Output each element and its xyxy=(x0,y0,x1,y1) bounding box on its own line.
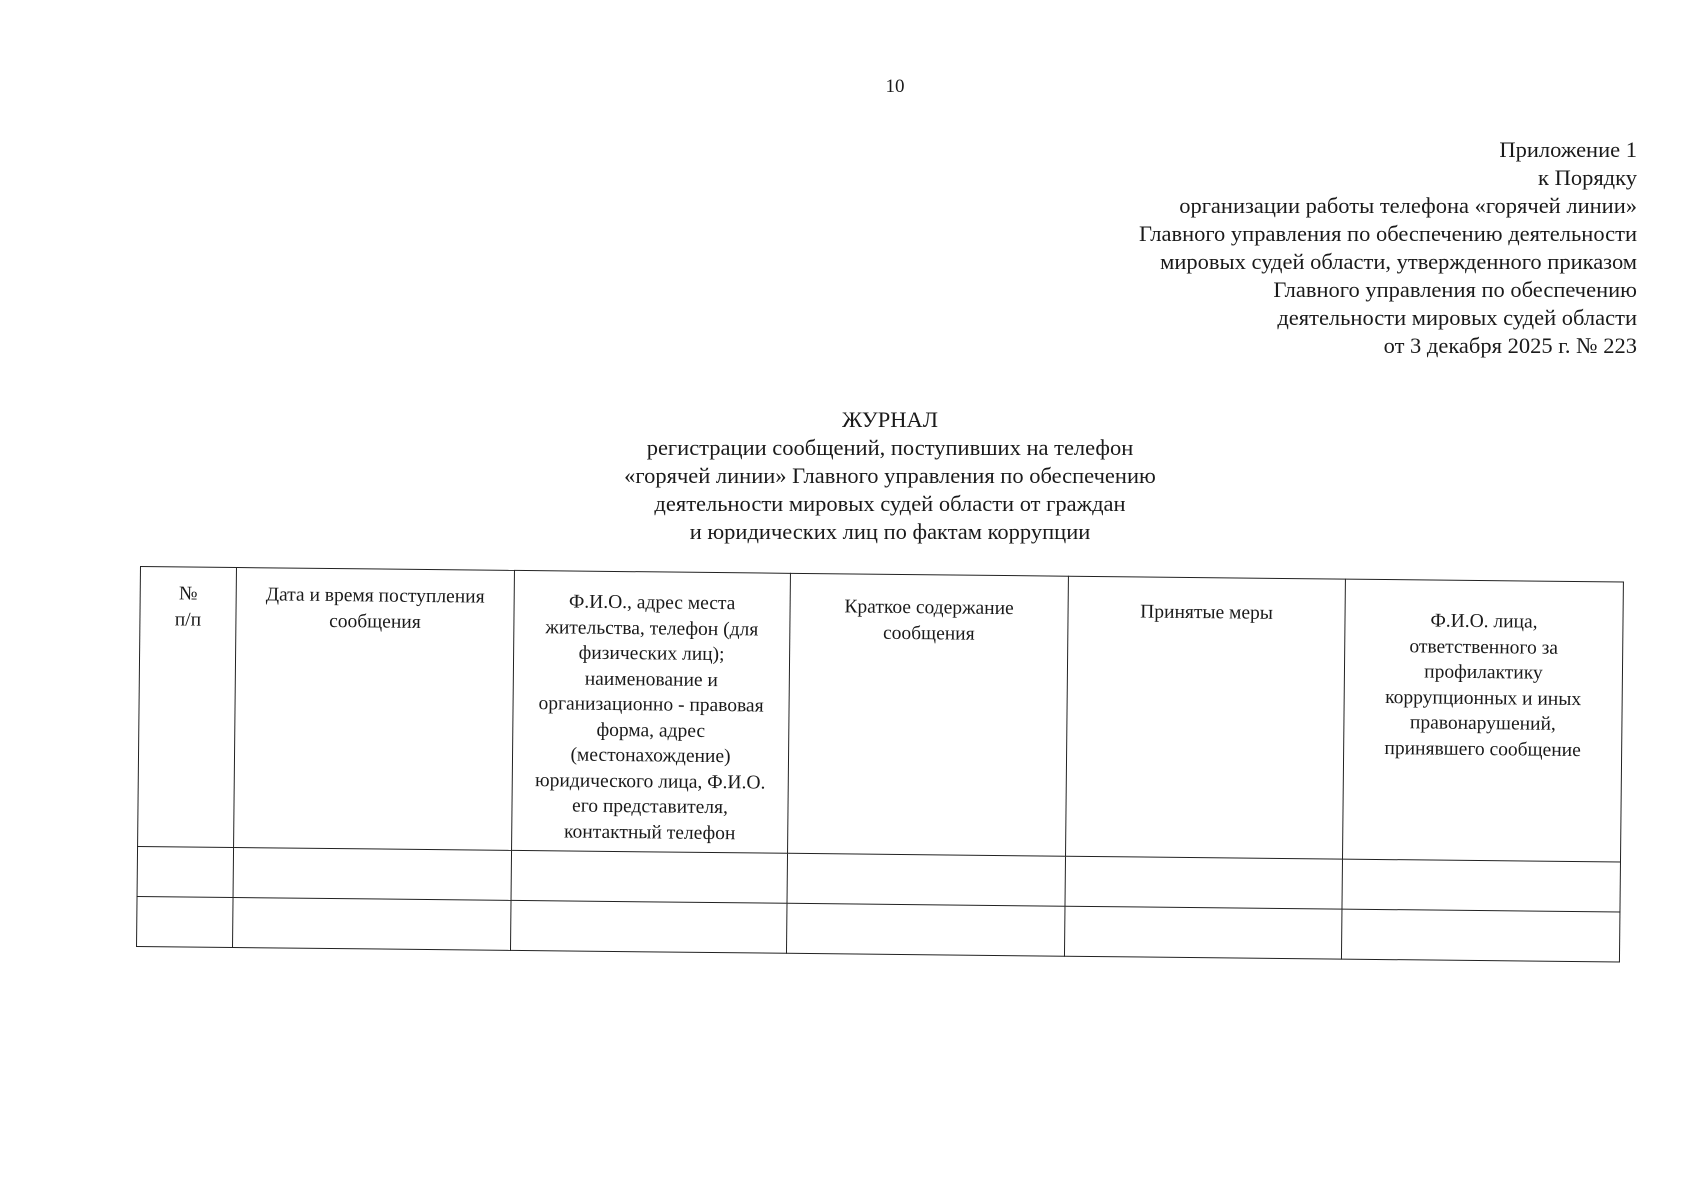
journal-subtitle-line: регистрации сообщений, поступивших на телефон xyxy=(646,435,1134,460)
col-header-datetime: Дата и время поступления сообщения xyxy=(234,568,515,851)
col-header-number: № п/п xyxy=(138,567,237,848)
appendix-line: к Порядку xyxy=(1538,165,1637,190)
journal-title xyxy=(0,406,1695,546)
journal-subtitle-line: деятельности мировых судей области от граждан xyxy=(654,491,1126,516)
appendix-line: Приложение 1 xyxy=(1499,137,1637,162)
table-cell xyxy=(511,850,788,903)
appendix-line: организации работы телефона «горячей линии» xyxy=(1179,193,1637,218)
table-cell xyxy=(137,896,234,947)
col-header-applicant: Ф.И.О., адрес места жительства, телефон (для физических лиц); наименование и организационно - правовая форма, адрес (местонахождение) юридического лица, Ф.И.О. его представителя, контактный телефон xyxy=(512,570,791,853)
appendix-line: Главного управления по обеспечению деятельности xyxy=(1138,221,1637,246)
table-cell xyxy=(786,903,1065,956)
table-cell xyxy=(1065,856,1343,909)
page-number: 10 xyxy=(885,76,905,97)
journal-table-wrapper xyxy=(136,566,1623,963)
journal-subtitle-line: «горячей линии» Главного управления по обеспечению xyxy=(624,463,1156,488)
appendix-line: Главного управления по обеспечению xyxy=(1273,277,1637,302)
appendix-line: деятельности мировых судей области xyxy=(1277,305,1637,330)
appendix-line: мировых судей области, утвержденного приказом xyxy=(1160,249,1637,274)
appendix-line: от 3 декабря 2025 г. № 223 xyxy=(1383,333,1637,358)
table-cell xyxy=(510,900,787,953)
table-cell xyxy=(787,853,1066,906)
table-cell xyxy=(1064,906,1342,959)
table-cell xyxy=(137,846,234,897)
table-cell xyxy=(233,847,512,900)
col-header-summary: Краткое содержание сообщения xyxy=(788,573,1069,856)
appendix-block xyxy=(1139,136,1637,360)
table-cell xyxy=(1342,859,1621,912)
journal-table xyxy=(136,566,1624,963)
col-header-responsible: Ф.И.О. лица, ответственного за профилактику коррупционных и иных правонарушений, принявшего сообщение xyxy=(1342,579,1623,862)
journal-subtitle-line: и юридических лиц по фактам коррупции xyxy=(689,519,1091,544)
table-header-row xyxy=(138,567,1624,863)
table-cell xyxy=(1341,909,1620,962)
col-header-measures: Принятые меры xyxy=(1066,576,1346,859)
journal-heading: ЖУРНАЛ xyxy=(841,407,939,432)
table-cell xyxy=(233,897,512,950)
